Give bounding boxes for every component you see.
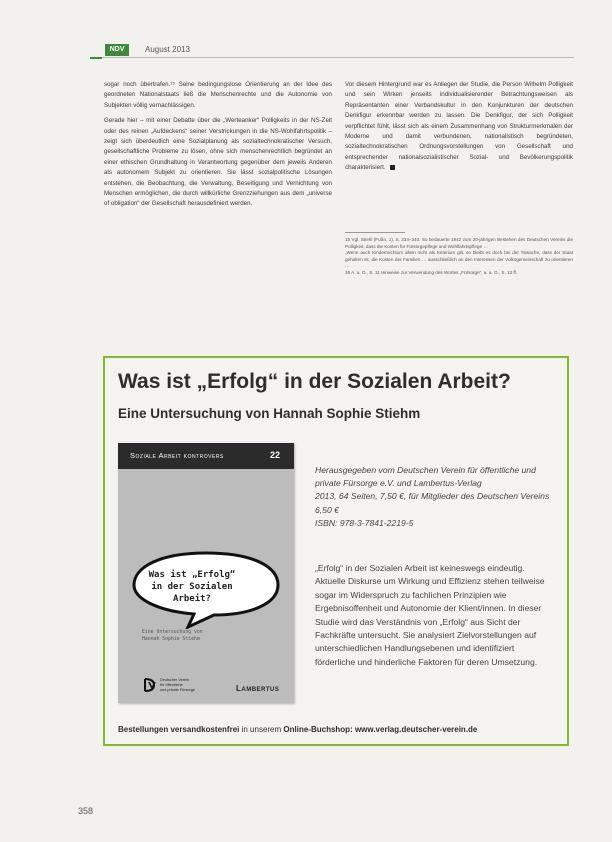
book-logo-text-line: für öffentliche xyxy=(160,683,183,687)
book-cover-title-line: Was ist „Erfolg“ xyxy=(148,570,236,580)
book-publisher: Lambertus xyxy=(236,684,280,693)
ad-order-middle: in unserem xyxy=(239,725,284,734)
footnote: „Wenn auch Kinderreichtum allein nicht als Kriterium gilt, so bleibt es doch bei der Tatsache, dass der Staat gehalten ist, die Kosten der Familien … ausschließlich an den Interessen der Volksgemeinschaft zu orientieren … xyxy=(345,250,573,269)
book-logo-text xyxy=(160,678,200,693)
article-paragraph: Vor diesem Hintergrund war es Anliegen der Studie, die Person Wilhelm Polligkeit und sein Wirken jenseits individualisierender Betrachtungsweisen als Repräsentanten einer Verbandskultur in den Konjunkturen der deutschen Denkfigur erkennbar werden zu lassen. Die Denkfigur, der sich Polligkeit verpflichtet fühlt, lässt sich als einem Zusammenhang von Strukturmerkmalen der Moderne und damit verbundenen, nationalistisch begründeten, sozialtechnokratischen Ordnungsvorstellungen von Gesellschaft und entsprechender nationalsozialistischer Sozial- und Bevölkerungspolitik charakterisiert. xyxy=(345,81,573,172)
ad-description: „Erfolg“ in der Sozialen Arbeit ist keineswegs eindeutig. Aktuelle Diskurse um Wirkung und Effizienz stehen teilweise sogar im Widerspruch zu fachlichen Prinzipien wie Ergebnisoffenheit und Autonomie der Klient/innen. In dieser Studie wird das Verständnis von „Erfolg“ aus Sicht der Fachkräfte untersucht. Sie analysiert Zielvorstellungen auf unterschiedlichen Handlungsebenen und identifiziert förderliche und hinderliche Faktoren für deren Umsetzung. xyxy=(315,563,545,667)
end-of-article-mark xyxy=(390,165,395,170)
footnote: 15 Vgl. Stiehl (Fußn. 1), S. 334–340. So bedauerte 1942 zum 20-jährigen Bestehen des Deutschen Vereins die Polligkeit, dass die Kosten für Fürsorgepflege und Wohlfahrtspflege … xyxy=(345,237,573,249)
ad-title: Was ist „Erfolg“ in der Sozialen Arbeit? xyxy=(118,370,511,393)
ad-shop-link[interactable]: Online-Buchshop: www.verlag.deutscher-verein.de xyxy=(283,725,478,734)
footnote-rule xyxy=(345,232,405,233)
book-cover xyxy=(118,443,294,703)
book-cover-author-line: Eine Untersuchung von xyxy=(142,630,203,635)
article-right-column xyxy=(345,80,573,179)
footnote: 16 A. a. O., S. 11 Hinweise zur Verwendung des Wortes „Fürsorge“, a. a. O., S. 13 ff. xyxy=(345,269,518,275)
footnotes xyxy=(345,237,573,277)
article-paragraph: sogar noch übertrafen.¹⁵ Seine bedingungslose Orientierung an der Idee des geordneten Nationalstaats ließ die Menschenrechte und die Autonomie von Subjekten völlig vernachlässigen. xyxy=(104,81,332,109)
book-cover-author xyxy=(142,629,262,643)
book-series-banner xyxy=(118,443,294,469)
book-logo-text-line: und private Fürsorge xyxy=(160,688,196,692)
ad-price-info: 2013, 64 Seiten, 7,50 €, für Mitglieder des Deutschen Vereins 6,50 € xyxy=(315,491,550,515)
issue-date: August 2013 xyxy=(145,45,190,54)
book-cover-title-line: in der Sozialen xyxy=(151,582,233,592)
book-series-number: 22 xyxy=(269,450,280,460)
header-rule xyxy=(90,57,574,58)
ad-order-lead: Bestellungen versandkostenfrei xyxy=(118,725,240,734)
book-logo-text-line: Deutscher Verein xyxy=(160,678,190,682)
ad-book-details xyxy=(315,464,550,530)
article-left-column xyxy=(104,80,332,215)
ad-publisher-info: Herausgegeben vom Deutschen Verein für öffentliche und private Fürsorge e.V. und Lambertus-Verlag xyxy=(315,465,536,489)
ad-isbn: ISBN: 978-3-7841-2219-5 xyxy=(315,517,414,528)
page-number: 358 xyxy=(78,806,94,816)
book-series: Soziale Arbeit kontrovers xyxy=(130,451,224,460)
header-rule-accent xyxy=(90,57,102,59)
book-cover-title-line: Arbeit? xyxy=(173,594,211,604)
deutscher-verein-logo-icon xyxy=(142,677,158,693)
ad-subtitle: Eine Untersuchung von Hannah Sophie Stiehm xyxy=(118,406,421,421)
book-cover-author-line: Hannah Sophie Stiehm xyxy=(142,637,200,642)
ad-order-line xyxy=(118,725,477,734)
ndv-badge: NDV xyxy=(105,44,129,56)
article-paragraph: Gerade hier – mit einer Debatte über die „Werteanker“ Polligkeits in der NS-Zeit oder des reinen „Aufdeckens“ seiner Verstrickungen in die NS-Wohlfahrtspolitik – zeigt sich überdeutlich eine Sozialplanung als sozialtechnokratischer Versuch, gesellschaftliche Probleme zu lösen, ohne sich menschenrechtlich begründet an einer ethischen Grundhaltung in Verantwortung gegenüber dem jeweils Anderen als autonomem Subjekt zu orientieren. Sie lässt sozialpolitische Lösungen entstehen, die Beobachtung, die Verwaltung, Beseitigung und Vernichtung von Menschen ermöglichen, die durch willkürliche Grenzziehungen aus dem „universe of obligation“ der Gesellschaft herausdefiniert werden. xyxy=(104,117,332,208)
book-cover-title xyxy=(138,569,246,605)
